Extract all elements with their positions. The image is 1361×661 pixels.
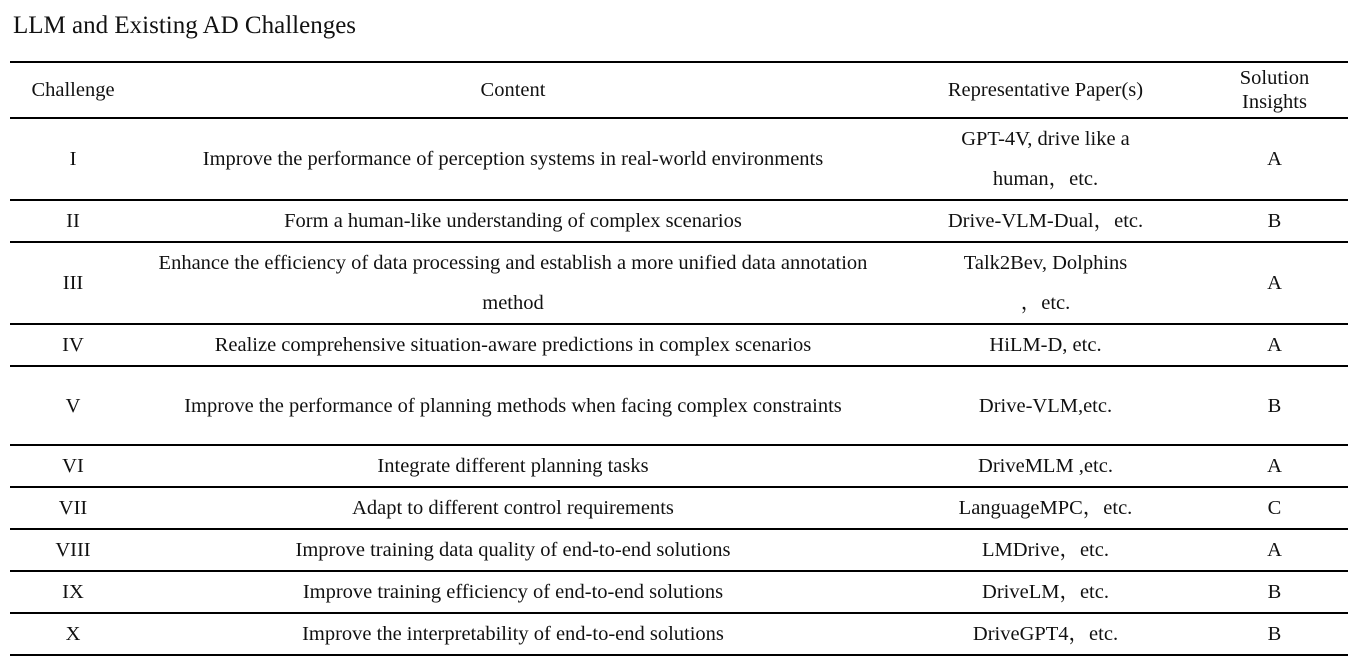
- cell-challenge: VI: [62, 455, 84, 477]
- cell-content: Form a human-like understanding of complex scenarios: [284, 210, 742, 232]
- cell-challenge: II: [66, 210, 80, 232]
- table-row: [10, 242, 1348, 324]
- cell-papers: Talk2Bev, Dolphins ，etc.: [963, 252, 1128, 314]
- cell-content: Enhance the efficiency of data processing and establish a more unified data annotation method: [158, 252, 868, 314]
- cell-insight: A: [1267, 148, 1282, 170]
- challenges-table: [10, 61, 1348, 656]
- cell-challenge: IV: [62, 334, 84, 356]
- cell-challenge: X: [65, 623, 81, 645]
- cell-challenge: IX: [62, 581, 84, 603]
- cell-content: Improve training data quality of end-to-end solutions: [295, 539, 731, 561]
- table-title: LLM and Existing AD Challenges: [13, 12, 357, 39]
- cell-challenge: V: [65, 394, 81, 417]
- table-row: [10, 529, 1348, 571]
- cell-challenge: I: [69, 148, 77, 170]
- cell-content: Improve the interpretability of end-to-end solutions: [302, 623, 724, 645]
- table-row: [10, 200, 1348, 242]
- cell-papers: DriveLM，etc.: [982, 581, 1109, 603]
- table-row: [10, 324, 1348, 366]
- cell-papers: GPT-4V, drive like a human，etc.: [961, 128, 1130, 190]
- cell-insight: A: [1267, 334, 1282, 356]
- header-papers: Representative Paper(s): [947, 79, 1144, 101]
- cell-papers: Drive-VLM,etc.: [978, 394, 1113, 417]
- header-content: Content: [480, 79, 546, 101]
- table-row: [10, 445, 1348, 487]
- cell-insight: C: [1267, 497, 1282, 519]
- header-row: [10, 62, 1348, 118]
- cell-insight: B: [1267, 623, 1282, 645]
- cell-papers: Drive-VLM-Dual，etc.: [947, 210, 1144, 232]
- cell-papers: HiLM-D, etc.: [989, 334, 1102, 356]
- cell-challenge: VII: [58, 497, 88, 519]
- header-challenge: Challenge: [31, 79, 115, 101]
- cell-content: Improve training efficiency of end-to-end solutions: [302, 581, 724, 603]
- cell-content: Realize comprehensive situation-aware predictions in complex scenarios: [214, 334, 812, 356]
- cell-challenge: III: [62, 272, 84, 294]
- table-row: [10, 571, 1348, 613]
- table-row: [10, 487, 1348, 529]
- cell-insight: A: [1267, 455, 1282, 477]
- table-row: [10, 613, 1348, 655]
- cell-insight: A: [1267, 539, 1282, 561]
- cell-content: Integrate different planning tasks: [377, 455, 649, 477]
- cell-content: Improve the performance of perception systems in real-world environments: [202, 148, 824, 170]
- cell-papers: LMDrive，etc.: [982, 539, 1109, 561]
- cell-insight: B: [1267, 581, 1282, 603]
- cell-papers: DriveMLM ,etc.: [978, 455, 1113, 477]
- cell-content: Improve the performance of planning methods when facing complex constraints: [184, 394, 842, 417]
- cell-papers: DriveGPT4，etc.: [972, 623, 1119, 645]
- table-row: [10, 118, 1348, 200]
- cell-insight: B: [1267, 394, 1282, 417]
- cell-insight: A: [1267, 272, 1282, 294]
- table-row: [10, 366, 1348, 445]
- cell-challenge: VIII: [55, 539, 91, 561]
- header-insights: Solution Insights: [1239, 67, 1310, 113]
- cell-content: Adapt to different control requirements: [352, 497, 674, 519]
- cell-papers: LanguageMPC，etc.: [958, 497, 1133, 519]
- cell-insight: B: [1267, 210, 1282, 232]
